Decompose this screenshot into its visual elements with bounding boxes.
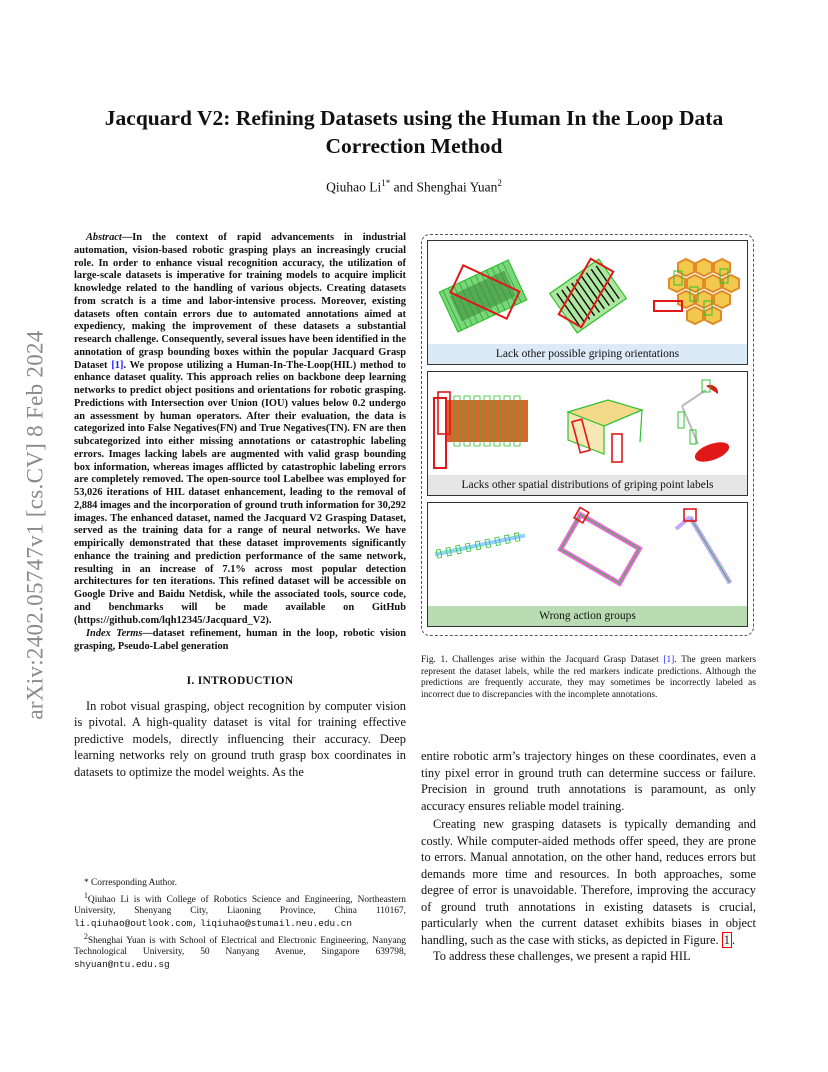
figure-caption-text: . The green markers represent the dataset labels, while the red markers indicate predictions. Although the predictions are frequently accurate, they may sometimes be incorrectly labeled as incorrect due to discrepancies with the incomplete annotations. [421, 655, 757, 700]
footnote-1-email-2[interactable]: liqiuhao@stumail.neu.edu.cn [200, 917, 353, 929]
abstract-text-b: . We propose utilizing a Human-In-The-Loop(HIL) method to enhance dataset quality. This approach relies on backbone deep learning networks to predict object positions and orientations for robotic grasping. Predictions with Intersection over Union (IOU) values below 0.2 undergo an assessment by human operators. After their evaluation, the data is categorized into False Negatives(FN) and True Negatives(TN). FN are then subcategorized into either missing annotations or catastrophic labeling errors. Images lacking labels are augmented with valid grasp bounding box information, whereas images afflicted by catastrophic labeling errors are completely removed. The open-source tool Labelbee was employed for 53,026 iterations of HIL dataset enhancement, leading to the removal of 2,884 images and the incorporation of ground truth information for 30,292 images. The enhanced dataset, named the Jacquard V2 Grasping Dataset, served as the training data for a range of neural networks. We have empirically demonstrated that these dataset improvements significantly enhance the training and prediction performance of the same network, resulting in an increase of 7.1% across most popular detection architectures for ten iterations. This refined dataset will be accessible on Google Drive and Baidu Netdisk, while the associated tools, source code, and benchmarks will be made available on GitHub (https://github.com/lqh12345/Jacquard_V2). [74, 359, 406, 626]
grasp-image-chair [568, 400, 642, 462]
left-column [74, 232, 406, 780]
grasp-image-lamp [678, 380, 732, 466]
figure-reference-link[interactable]: 1 [723, 932, 730, 947]
footnote-2-email[interactable]: shyuan@ntu.edu.sg [74, 958, 170, 970]
footnote-1-text: Qiuhao Li is with College of Robotics Science and Engineering, Northeastern University, Shenyang City, Liaoning Province, China 110167, [74, 894, 406, 917]
panel-2-images [428, 372, 748, 477]
body-paragraph-2 [421, 816, 756, 948]
right-column-body [421, 748, 756, 965]
grasp-image-board [434, 392, 528, 468]
body-paragraph-1: entire robotic arm’s trajectory hinges on these coordinates, even a tiny pixel error in ground truth can determine success or failure. Precision in ground truth annotations is paramount, as only accuracy ensures reliable model training. [421, 749, 756, 813]
figure-1-caption [421, 655, 756, 701]
section-heading-introduction: I. INTRODUCTION [186, 674, 294, 687]
index-terms-text: —dataset refinement, human in the loop, robotic vision grasping, Pseudo-Label generation [74, 628, 406, 652]
footnote-2 [74, 931, 406, 972]
author-2-affiliation: 2 [497, 178, 502, 188]
index-terms [74, 628, 406, 654]
grasp-image-stick [434, 532, 526, 559]
arxiv-id-text: arXiv:2402.05747v1 [cs.CV] 8 Feb 2024 [23, 330, 49, 720]
panel-3-images [428, 503, 748, 608]
abstract-citation-link[interactable]: [1] [111, 359, 124, 371]
footnote-2-marker: 2 [84, 931, 88, 941]
footnote-corresponding: * Corresponding Author. [84, 878, 177, 888]
author-1: Qiuhao Li [326, 179, 382, 195]
author-conjunction: and [390, 179, 417, 195]
figure-caption-citation-link[interactable]: [1] [663, 655, 675, 665]
figure-caption-lead: Fig. 1. Challenges arise within the Jacquard Grasp Dataset [421, 655, 664, 665]
panel-1-caption: Lack other possible griping orientations [428, 344, 747, 364]
panel-3-caption: Wrong action groups [428, 606, 747, 626]
panel-2-caption: Lacks other spatial distributions of griping point labels [428, 475, 747, 495]
figure-panel-spatial-distribution [427, 371, 748, 496]
footnote-1-marker: 1 [84, 890, 88, 900]
abstract-lead: Abstract [86, 232, 122, 243]
footnote-2-text: Shenghai Yuan is with School of Electrical and Electronic Engineering, Nanyang Technological University, 50 Nanyang Avenue, Singapore 639798, [74, 935, 406, 958]
abstract-text-a: —In the context of rapid advancements in industrial automation, vision-based robotic grasping plays an increasingly crucial role. In order to enhance visual recognition accuracy, the utilization of large-scale datasets is imperative for training models to acquire implicit knowledge related to the handling of various objects. Creating datasets from scratch is a time and labor-intensive process. Moreover, existing datasets often contain errors due to automated annotations aimed at expediency, making the improvement of these datasets a substantial research challenge. Consequently, several issues have been identified in the annotation of grasp bounding boxes within the popular Jacquard Grasp Dataset [74, 232, 406, 371]
grasp-image-striped [550, 259, 627, 333]
arxiv-identifier [14, 290, 58, 760]
footnotes [74, 878, 406, 971]
paper-title: Jacquard V2: Refining Datasets using the Human In the Loop Data Correction Method [104, 106, 724, 158]
grasp-image-frame [557, 507, 642, 583]
right-column [421, 234, 756, 701]
figure-panel-orientations [427, 240, 748, 365]
introduction-paragraph: In robot visual grasping, object recognition by computer vision is pivotal. A high-quality dataset is vital for training effective predictive models, directly influencing their accuracy. Deep learning networks rely on ground truth grasp box coordinates in datasets to optimize the model weights. As the [74, 698, 406, 779]
body-paragraph-2-text-b: . [731, 932, 736, 947]
body-paragraph-3: To address these challenges, we present a rapid HIL [433, 949, 691, 963]
grasp-image-diagonal-stick [676, 509, 730, 583]
author-line [60, 178, 768, 196]
index-terms-lead: Index Terms [86, 628, 143, 640]
author-2: Shenghai Yuan [416, 179, 498, 195]
abstract [74, 232, 406, 627]
author-1-affiliation: 1* [381, 178, 391, 188]
grasp-image-box [439, 260, 526, 332]
body-paragraph-2-text-a: Creating new grasping datasets is typically demanding and costly. While computer-aided methods offer speed, they are prone to errors. Manual annotation, on the other hand, reduces errors but demands more time and resources. In both approaches, some degree of error is unavoidable. Therefore, improving the accuracy of ground truth annotations in existing datasets is crucial, particularly when the current dataset exhibits biases in object handling, such as the case with sticks, as depicted in Figure. [421, 817, 756, 947]
footnote-1 [74, 890, 406, 931]
figure-1 [421, 234, 754, 636]
figure-panel-action-groups [427, 502, 748, 627]
panel-1-images [428, 241, 748, 346]
footnote-1-email-1[interactable]: li.qiuhao@outlook.com, [74, 917, 198, 929]
